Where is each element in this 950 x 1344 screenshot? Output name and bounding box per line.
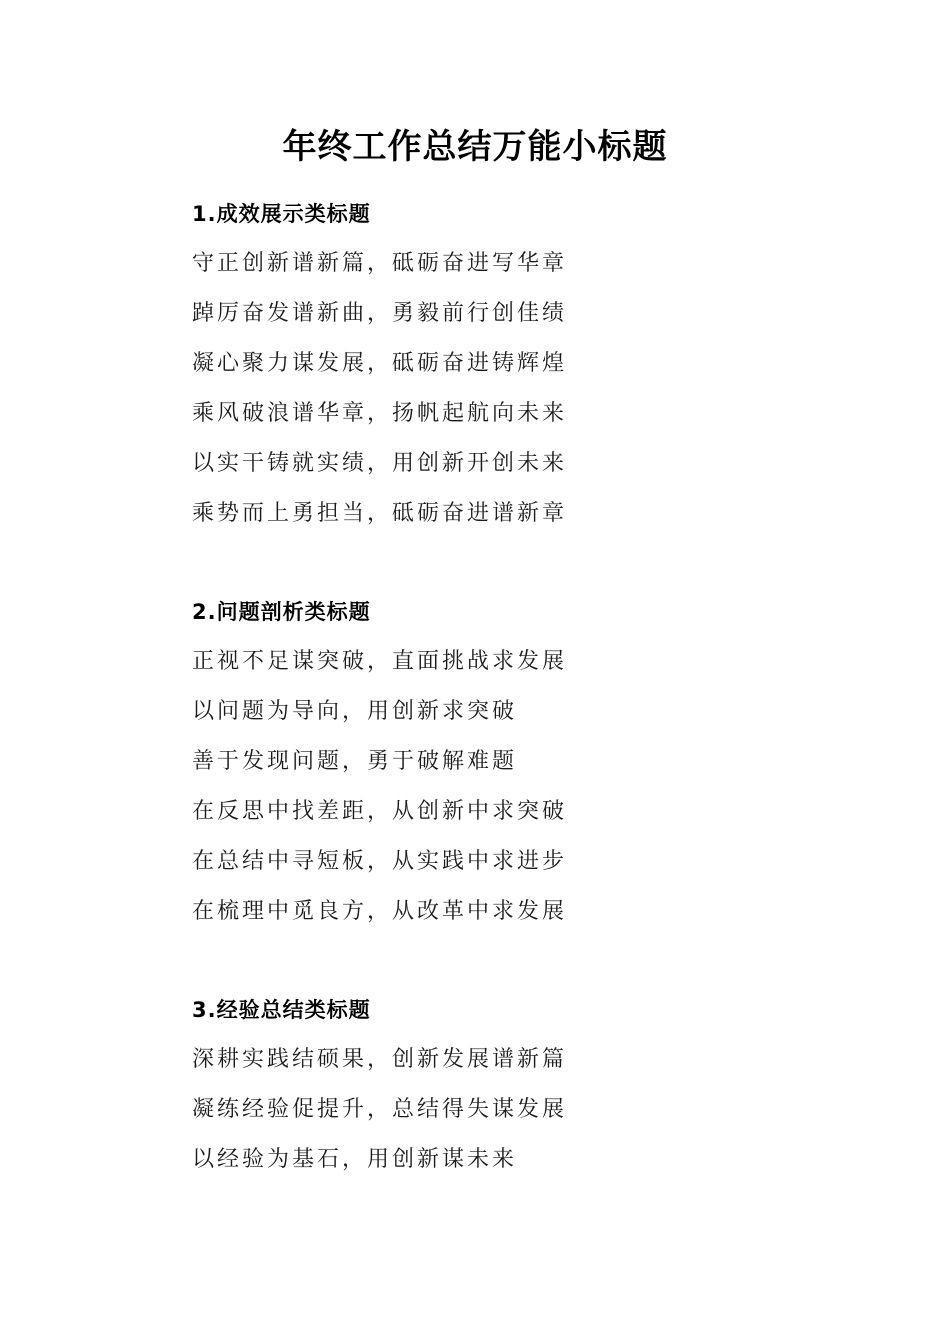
list-item: 乘风破浪谱华章，扬帆起航向未来 — [192, 401, 568, 426]
list-item: 在反思中找差距，从创新中求突破 — [192, 799, 568, 824]
section-heading: 2.问题剖析类标题 — [192, 600, 371, 624]
list-item: 以实干铸就实绩，用创新开创未来 — [192, 451, 568, 476]
list-item: 守正创新谱新篇，砥砺奋进写华章 — [192, 251, 568, 276]
list-item: 以问题为导向，用创新求突破 — [192, 699, 518, 724]
section-experience-summary — [192, 994, 712, 1194]
list-item: 乘势而上勇担当，砥砺奋进谱新章 — [192, 501, 568, 526]
list-item: 以经验为基石，用创新谋未来 — [192, 1147, 518, 1172]
list-item: 凝心聚力谋发展，砥砺奋进铸辉煌 — [192, 351, 568, 376]
section-problem-analysis — [192, 596, 712, 946]
title-list — [192, 248, 712, 548]
list-item: 正视不足谋突破，直面挑战求发展 — [192, 649, 568, 674]
section-heading: 3.经验总结类标题 — [192, 998, 371, 1022]
list-item: 凝练经验促提升，总结得失谋发展 — [192, 1097, 568, 1122]
title-list — [192, 1044, 712, 1194]
list-item: 在梳理中觅良方，从改革中求发展 — [192, 899, 568, 924]
list-item: 深耕实践结硕果，创新发展谱新篇 — [192, 1047, 568, 1072]
list-item: 在总结中寻短板，从实践中求进步 — [192, 849, 568, 874]
list-item: 善于发现问题，勇于破解难题 — [192, 749, 518, 774]
title-list — [192, 646, 712, 946]
section-heading: 1.成效展示类标题 — [192, 202, 371, 226]
document-title: 年终工作总结万能小标题 — [282, 127, 668, 167]
list-item: 踔厉奋发谱新曲，勇毅前行创佳绩 — [192, 301, 568, 326]
section-results — [192, 198, 712, 548]
